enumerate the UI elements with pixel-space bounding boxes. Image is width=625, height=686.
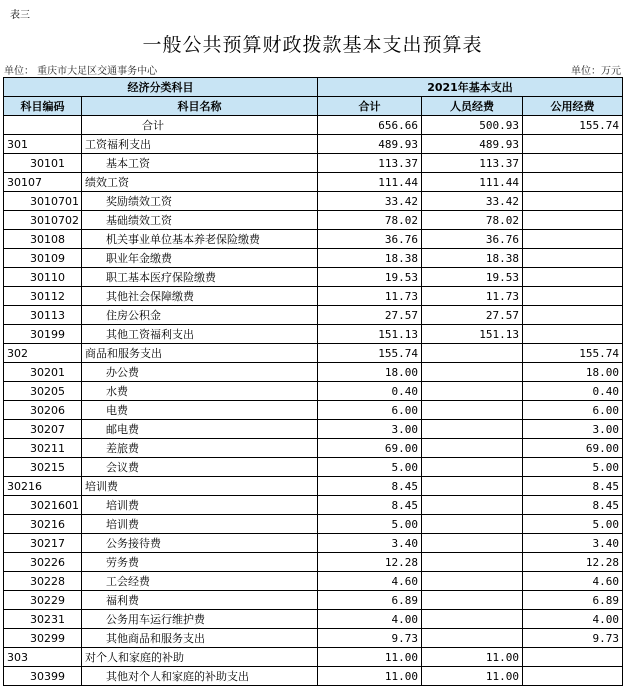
- cell-total: 11.73: [318, 287, 422, 306]
- header-basic-expenditure: 2021年基本支出: [318, 78, 623, 97]
- table-row: [4, 230, 623, 249]
- cell-total: 19.53: [318, 268, 422, 287]
- table-row: [4, 420, 623, 439]
- header-name: 科目名称: [82, 97, 318, 116]
- cell-personnel: 11.73: [422, 287, 523, 306]
- cell-code: 30110: [4, 268, 82, 287]
- table-row: [4, 629, 623, 648]
- cell-personnel: 36.76: [422, 230, 523, 249]
- cell-name: 住房公积金: [82, 306, 318, 325]
- table-row: [4, 268, 623, 287]
- cell-total: 8.45: [318, 477, 422, 496]
- cell-personnel: 111.44: [422, 173, 523, 192]
- cell-name: 公务接待费: [82, 534, 318, 553]
- cell-total: 8.45: [318, 496, 422, 515]
- table-row: [4, 135, 623, 154]
- cell-name: 培训费: [82, 496, 318, 515]
- cell-personnel: [422, 401, 523, 420]
- cell-name: 其他社会保障缴费: [82, 287, 318, 306]
- cell-personnel: 27.57: [422, 306, 523, 325]
- cell-total: 4.60: [318, 572, 422, 591]
- cell-name: 机关事业单位基本养老保险缴费: [82, 230, 318, 249]
- cell-name: 奖励绩效工资: [82, 192, 318, 211]
- cell-name: 其他对个人和家庭的补助支出: [82, 667, 318, 686]
- header-public: 公用经费: [523, 97, 623, 116]
- cell-code: 30201: [4, 363, 82, 382]
- cell-public: 5.00: [523, 458, 623, 477]
- cell-personnel: 489.93: [422, 135, 523, 154]
- table-row: [4, 211, 623, 230]
- cell-total: 6.00: [318, 401, 422, 420]
- cell-personnel: [422, 458, 523, 477]
- cell-name: 工资福利支出: [82, 135, 318, 154]
- cell-total: 111.44: [318, 173, 422, 192]
- cell-personnel: [422, 420, 523, 439]
- header-row-columns: [4, 97, 623, 116]
- cell-total: 3.00: [318, 420, 422, 439]
- table-row: [4, 477, 623, 496]
- page-title: 一般公共预算财政拨款基本支出预算表: [142, 34, 483, 56]
- cell-code: 30399: [4, 667, 82, 686]
- cell-code: 30226: [4, 553, 82, 572]
- cell-name: 公务用车运行维护费: [82, 610, 318, 629]
- cell-total: 113.37: [318, 154, 422, 173]
- cell-name: 培训费: [82, 477, 318, 496]
- cell-total: 155.74: [318, 344, 422, 363]
- cell-personnel: 11.00: [422, 648, 523, 667]
- cell-total: 33.42: [318, 192, 422, 211]
- cell-public: 12.28: [523, 553, 623, 572]
- cell-code: 30215: [4, 458, 82, 477]
- cell-code: 30299: [4, 629, 82, 648]
- table-row: [4, 363, 623, 382]
- cell-total: 4.00: [318, 610, 422, 629]
- cell-total: 151.13: [318, 325, 422, 344]
- cell-code: 30229: [4, 591, 82, 610]
- cell-public: [523, 135, 623, 154]
- cell-name: 劳务费: [82, 553, 318, 572]
- table-row: [4, 458, 623, 477]
- cell-public: 155.74: [523, 344, 623, 363]
- cell-personnel: [422, 439, 523, 458]
- cell-name: 职工基本医疗保险缴费: [82, 268, 318, 287]
- cell-code: 30231: [4, 610, 82, 629]
- cell-code: 30211: [4, 439, 82, 458]
- table-row: [4, 249, 623, 268]
- cell-public: 3.00: [523, 420, 623, 439]
- cell-code: 3010701: [4, 192, 82, 211]
- cell-total: 3.40: [318, 534, 422, 553]
- cell-name: 绩效工资: [82, 173, 318, 192]
- cell-public: 18.00: [523, 363, 623, 382]
- cell-code: 30217: [4, 534, 82, 553]
- table-row: [4, 591, 623, 610]
- cell-personnel: [422, 382, 523, 401]
- cell-personnel: 113.37: [422, 154, 523, 173]
- cell-code: 302: [4, 344, 82, 363]
- cell-personnel: 18.38: [422, 249, 523, 268]
- cell-total: 5.00: [318, 458, 422, 477]
- budget-table: [3, 77, 623, 686]
- table-row: [4, 306, 623, 325]
- cell-personnel: [422, 477, 523, 496]
- table-row: [4, 154, 623, 173]
- table-row: [4, 401, 623, 420]
- cell-personnel: [422, 629, 523, 648]
- table-row: [4, 173, 623, 192]
- cell-name: 基本工资: [82, 154, 318, 173]
- unit-name: 单位： 重庆市大足区交通事务中心: [4, 66, 158, 77]
- cell-code: 3021601: [4, 496, 82, 515]
- table-row: [4, 325, 623, 344]
- cell-total: 0.40: [318, 382, 422, 401]
- table-row: [4, 534, 623, 553]
- cell-personnel: [422, 496, 523, 515]
- cell-code: 30216: [4, 477, 82, 496]
- cell-public: 8.45: [523, 477, 623, 496]
- table-row: [4, 553, 623, 572]
- cell-personnel: [422, 572, 523, 591]
- cell-public: 0.40: [523, 382, 623, 401]
- cell-personnel: [422, 344, 523, 363]
- cell-total: 6.89: [318, 591, 422, 610]
- cell-public: 4.00: [523, 610, 623, 629]
- cell-code: 30113: [4, 306, 82, 325]
- cell-code: 30108: [4, 230, 82, 249]
- cell-name: 福利费: [82, 591, 318, 610]
- table-row: [4, 116, 623, 135]
- cell-personnel: [422, 363, 523, 382]
- cell-personnel: [422, 534, 523, 553]
- table-row: [4, 572, 623, 591]
- cell-public: [523, 173, 623, 192]
- cell-public: [523, 230, 623, 249]
- cell-personnel: 78.02: [422, 211, 523, 230]
- cell-public: 6.89: [523, 591, 623, 610]
- cell-public: 8.45: [523, 496, 623, 515]
- cell-name: 电费: [82, 401, 318, 420]
- cell-public: 69.00: [523, 439, 623, 458]
- cell-name: 其他商品和服务支出: [82, 629, 318, 648]
- cell-code: 30205: [4, 382, 82, 401]
- table-number: 表三: [10, 10, 30, 21]
- cell-public: [523, 154, 623, 173]
- cell-public: [523, 268, 623, 287]
- cell-personnel: 151.13: [422, 325, 523, 344]
- cell-total: 489.93: [318, 135, 422, 154]
- cell-name: 基础绩效工资: [82, 211, 318, 230]
- cell-personnel: [422, 591, 523, 610]
- cell-total: 18.38: [318, 249, 422, 268]
- cell-public: [523, 192, 623, 211]
- cell-name: 会议费: [82, 458, 318, 477]
- cell-code: 30107: [4, 173, 82, 192]
- table-row: [4, 382, 623, 401]
- cell-total: 36.76: [318, 230, 422, 249]
- cell-personnel: 500.93: [422, 116, 523, 135]
- cell-public: [523, 325, 623, 344]
- cell-public: 3.40: [523, 534, 623, 553]
- cell-personnel: 11.00: [422, 667, 523, 686]
- header-total: 合计: [318, 97, 422, 116]
- cell-name: 办公费: [82, 363, 318, 382]
- cell-public: 6.00: [523, 401, 623, 420]
- table-row: [4, 287, 623, 306]
- cell-code: 30228: [4, 572, 82, 591]
- cell-code: 30207: [4, 420, 82, 439]
- cell-total: 69.00: [318, 439, 422, 458]
- cell-total: 12.28: [318, 553, 422, 572]
- cell-public: [523, 287, 623, 306]
- table-row: [4, 439, 623, 458]
- cell-code: 303: [4, 648, 82, 667]
- header-personnel: 人员经费: [422, 97, 523, 116]
- cell-name: 对个人和家庭的补助: [82, 648, 318, 667]
- cell-total: 9.73: [318, 629, 422, 648]
- cell-code: [4, 116, 82, 135]
- cell-personnel: [422, 610, 523, 629]
- cell-name: 邮电费: [82, 420, 318, 439]
- cell-public: 9.73: [523, 629, 623, 648]
- cell-personnel: [422, 553, 523, 572]
- cell-name: 培训费: [82, 515, 318, 534]
- cell-public: [523, 249, 623, 268]
- cell-code: 30109: [4, 249, 82, 268]
- header-economic-class: 经济分类科目: [4, 78, 318, 97]
- cell-name: 差旅费: [82, 439, 318, 458]
- cell-personnel: [422, 515, 523, 534]
- cell-code: 30199: [4, 325, 82, 344]
- cell-code: 30112: [4, 287, 82, 306]
- cell-code: 30216: [4, 515, 82, 534]
- cell-name: 商品和服务支出: [82, 344, 318, 363]
- header-row-groups: [4, 78, 623, 97]
- cell-personnel: 33.42: [422, 192, 523, 211]
- cell-name: 工会经费: [82, 572, 318, 591]
- cell-total: 656.66: [318, 116, 422, 135]
- table-row: [4, 515, 623, 534]
- cell-public: [523, 306, 623, 325]
- cell-code: 30206: [4, 401, 82, 420]
- cell-personnel: 19.53: [422, 268, 523, 287]
- cell-public: [523, 211, 623, 230]
- table-row: [4, 192, 623, 211]
- header-code: 科目编码: [4, 97, 82, 116]
- cell-name: 水费: [82, 382, 318, 401]
- cell-public: [523, 648, 623, 667]
- cell-name: 职业年金缴费: [82, 249, 318, 268]
- cell-public: 4.60: [523, 572, 623, 591]
- cell-public: [523, 667, 623, 686]
- table-row: [4, 496, 623, 515]
- cell-total: 5.00: [318, 515, 422, 534]
- table-row: [4, 344, 623, 363]
- table-row: [4, 610, 623, 629]
- cell-code: 301: [4, 135, 82, 154]
- cell-code: 30101: [4, 154, 82, 173]
- cell-public: 155.74: [523, 116, 623, 135]
- table-row: [4, 648, 623, 667]
- cell-total: 11.00: [318, 648, 422, 667]
- cell-public: 5.00: [523, 515, 623, 534]
- table-body: [4, 116, 623, 686]
- cell-total: 27.57: [318, 306, 422, 325]
- table-row: [4, 667, 623, 686]
- cell-code: 3010702: [4, 211, 82, 230]
- cell-name: 合计: [82, 116, 318, 135]
- amount-unit: 单位：万元: [571, 66, 621, 77]
- cell-total: 11.00: [318, 667, 422, 686]
- cell-total: 18.00: [318, 363, 422, 382]
- cell-total: 78.02: [318, 211, 422, 230]
- cell-name: 其他工资福利支出: [82, 325, 318, 344]
